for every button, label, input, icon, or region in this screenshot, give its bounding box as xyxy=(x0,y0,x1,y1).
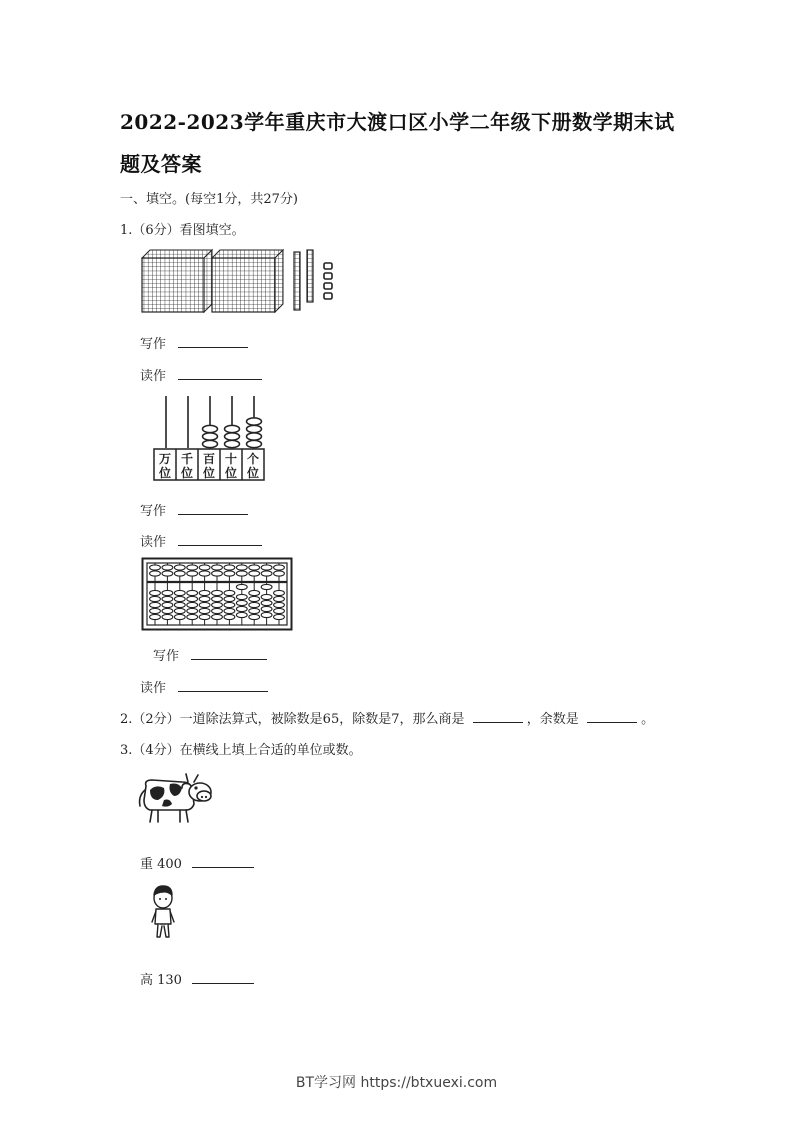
abacus-bead xyxy=(187,590,198,595)
abacus-bead xyxy=(224,596,235,601)
abacus-bead xyxy=(174,596,185,601)
abacus-bead xyxy=(236,594,247,599)
read-label: 读作 xyxy=(140,369,167,384)
abacus-bead xyxy=(150,608,161,613)
place-label-top: 万 xyxy=(158,452,172,466)
abacus-bead xyxy=(174,590,185,595)
write-label: 写作 xyxy=(140,337,167,352)
abacus-bead xyxy=(224,602,235,607)
abacus-bead xyxy=(187,602,198,607)
page-title-line-2: 题及答案 xyxy=(120,152,202,176)
abacus-bead xyxy=(249,614,260,619)
counting-frame-figure xyxy=(150,392,266,484)
abacus-bead xyxy=(236,571,247,576)
abacus-figure xyxy=(141,557,293,631)
abacus-bead xyxy=(162,565,173,570)
read-label: 读作 xyxy=(140,535,167,550)
abacus-bead xyxy=(199,602,210,607)
q1-part1-write-blank[interactable] xyxy=(178,335,248,348)
abacus-bead xyxy=(236,584,247,589)
abacus-bead xyxy=(174,614,185,619)
abacus-bead xyxy=(224,590,235,595)
abacus-bead xyxy=(274,571,285,576)
abacus-bead xyxy=(261,571,272,576)
ten-rod-1 xyxy=(294,252,300,310)
place-label-top: 百 xyxy=(202,452,216,466)
place-label-bottom: 位 xyxy=(246,466,260,480)
cow-illustration xyxy=(136,770,216,826)
abacus-bead xyxy=(212,608,223,613)
q1-part2-read-blank[interactable] xyxy=(178,533,262,546)
q1-part3-write-blank[interactable] xyxy=(191,647,267,660)
boy-height-unit-blank[interactable] xyxy=(192,971,254,984)
place-label-bottom: 位 xyxy=(180,466,194,480)
abacus-bead xyxy=(150,602,161,607)
abacus-bead xyxy=(261,600,272,605)
abacus-bead xyxy=(261,606,272,611)
abacus-bead xyxy=(249,608,260,613)
abacus-bead xyxy=(261,565,272,570)
abacus-bead xyxy=(249,565,260,570)
abacus-bead xyxy=(187,596,198,601)
ten-rod-2 xyxy=(307,250,313,302)
footer-source: BT学习网 https://btxuexi.com xyxy=(295,1075,498,1091)
question-1-stem: 1.（6分）看图填空。 xyxy=(120,223,245,238)
abacus-bead xyxy=(212,571,223,576)
abacus-bead xyxy=(224,614,235,619)
abacus-bead xyxy=(187,565,198,570)
thousand-cube-1 xyxy=(142,250,212,312)
abacus-bead xyxy=(261,584,272,589)
abacus-bead xyxy=(199,608,210,613)
q1-part3-read-blank[interactable] xyxy=(178,679,268,692)
q1-part2-write-row xyxy=(140,500,248,519)
abacus-bead xyxy=(236,606,247,611)
abacus-bead xyxy=(199,590,210,595)
boy-height-label: 高 130 xyxy=(140,973,182,988)
abacus-bead xyxy=(224,565,235,570)
abacus-bead xyxy=(261,612,272,617)
abacus-bead xyxy=(274,565,285,570)
abacus-bead xyxy=(150,565,161,570)
abacus-bead xyxy=(174,565,185,570)
q3-boy-row xyxy=(140,969,254,988)
abacus-bead xyxy=(274,614,285,619)
abacus-bead xyxy=(162,608,173,613)
abacus-bead xyxy=(249,590,260,595)
abacus-bead xyxy=(199,571,210,576)
abacus-bead xyxy=(162,571,173,576)
abacus-bead xyxy=(199,614,210,619)
write-label: 写作 xyxy=(140,504,167,519)
q1-part3-write-row xyxy=(153,645,267,664)
q1-part2-read-row xyxy=(140,531,262,550)
q3-cow-row xyxy=(140,853,254,872)
place-label-bottom: 位 xyxy=(224,466,238,480)
abacus-bead xyxy=(150,590,161,595)
abacus-bead xyxy=(174,608,185,613)
abacus-bead xyxy=(236,600,247,605)
boy-illustration xyxy=(147,884,179,942)
place-label-top: 十 xyxy=(224,452,238,466)
q1-part1-read-blank[interactable] xyxy=(178,367,262,380)
abacus-bead xyxy=(150,571,161,576)
abacus-bead xyxy=(236,565,247,570)
question-2-end: 。 xyxy=(641,712,655,727)
abacus-bead xyxy=(274,608,285,613)
q1-part1-read-row xyxy=(140,365,262,384)
question-2-stem: 2.（2分）一道除法算式，被除数是65，除数是7，那么商是 xyxy=(120,712,465,727)
abacus-bead xyxy=(274,590,285,595)
abacus-bead xyxy=(249,571,260,576)
abacus-bead xyxy=(162,614,173,619)
place-label-bottom: 位 xyxy=(202,466,216,480)
abacus-bead xyxy=(249,596,260,601)
abacus-bead xyxy=(274,596,285,601)
abacus-bead xyxy=(212,596,223,601)
abacus-bead xyxy=(212,602,223,607)
abacus-bead xyxy=(212,614,223,619)
question-2-mid: ，余数是 xyxy=(526,712,579,727)
abacus-bead xyxy=(150,614,161,619)
remainder-blank[interactable] xyxy=(587,710,637,723)
place-label-top: 千 xyxy=(180,452,194,466)
thousand-cube-2 xyxy=(212,250,283,312)
section-heading: 一、填空。(每空1分，共27分) xyxy=(120,192,298,207)
abacus-bead xyxy=(274,602,285,607)
abacus-bead xyxy=(187,571,198,576)
cow-weight-label: 重 400 xyxy=(140,857,182,872)
abacus-bead xyxy=(162,596,173,601)
abacus-bead xyxy=(249,602,260,607)
abacus-bead xyxy=(261,594,272,599)
abacus-bead xyxy=(236,612,247,617)
question-3-stem: 3.（4分）在横线上填上合适的单位或数。 xyxy=(120,743,362,758)
abacus-bead xyxy=(224,608,235,613)
abacus-bead xyxy=(187,608,198,613)
q1-part1-write-row xyxy=(140,333,248,352)
abacus-bead xyxy=(212,565,223,570)
base-ten-blocks-figure xyxy=(140,246,340,316)
unit-cubes xyxy=(324,263,332,299)
question-2-row xyxy=(120,708,654,727)
abacus-bead xyxy=(187,614,198,619)
cow-weight-unit-blank[interactable] xyxy=(192,855,254,868)
abacus-bead xyxy=(224,571,235,576)
abacus-bead xyxy=(199,596,210,601)
abacus-bead xyxy=(212,590,223,595)
abacus-bead xyxy=(174,602,185,607)
place-label-top: 个 xyxy=(246,452,260,466)
q1-part2-write-blank[interactable] xyxy=(178,502,248,515)
quotient-blank[interactable] xyxy=(473,710,523,723)
write-label: 写作 xyxy=(153,649,180,664)
abacus-bead xyxy=(162,590,173,595)
abacus-bead xyxy=(199,565,210,570)
read-label: 读作 xyxy=(140,681,167,696)
page-title-line-1: 2022-2023学年重庆市大渡口区小学二年级下册数学期末试 xyxy=(120,110,675,134)
abacus-bead xyxy=(162,602,173,607)
place-label-bottom: 位 xyxy=(158,466,172,480)
q1-part3-read-row xyxy=(140,677,268,696)
abacus-bead xyxy=(150,596,161,601)
abacus-bead xyxy=(174,571,185,576)
